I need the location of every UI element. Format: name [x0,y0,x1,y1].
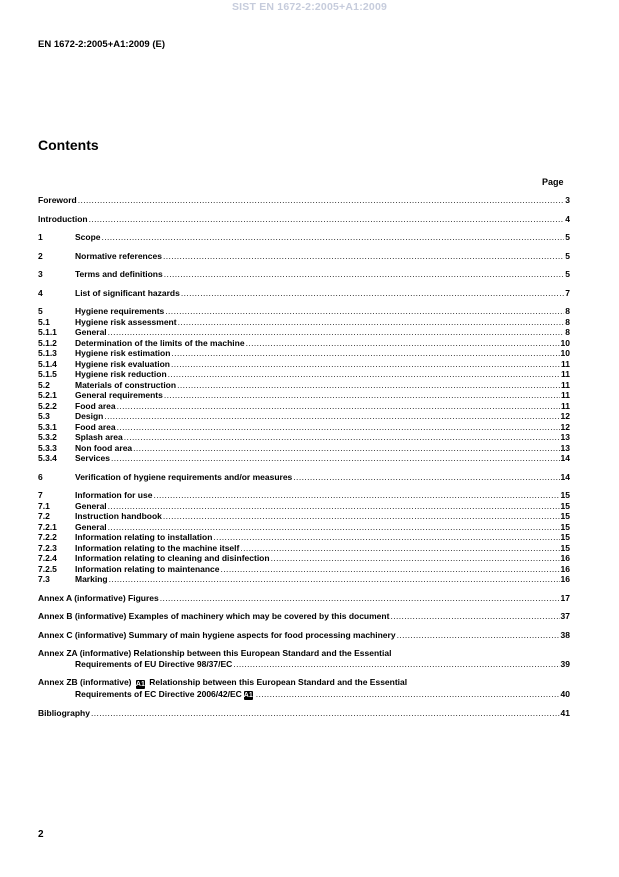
toc-entry-row [38,214,570,225]
toc-entry-title: Information relating to installation [75,532,213,542]
toc-entry-page: 41 [560,707,570,718]
dot-leader [117,401,560,412]
toc-entry-page: 16 [560,574,570,584]
toc-entry-title: Determination of the limits of the machine [75,337,245,348]
toc-entry-page: 5 [565,250,570,261]
toc-entry-title-continued: Requirements of EU Directive 98/37/EC [75,658,233,669]
dot-leader [163,251,564,262]
toc-entry-page: 38 [560,629,570,640]
toc-entry-title: Hygiene risk estimation [75,348,171,358]
dot-leader [164,269,565,280]
dot-leader [181,288,564,299]
toc-entry-number: 7.2 [38,511,50,521]
toc-entry-row [38,306,570,317]
toc-entry-page: 11 [561,400,570,411]
toc-entry-page: 11 [561,379,570,390]
toc-entry-number: 5.3 [38,411,50,421]
toc-entry-row [38,564,570,575]
toc-entry-title: Information relating to the machine itself [75,542,240,553]
toc-entry[interactable] [38,501,570,512]
toc-entry-title: Annex A (informative) Figures [38,592,159,603]
toc-entry-page: 4 [565,213,570,224]
toc-entry-number: 5.1.4 [38,358,57,369]
toc-entry-page: 8 [565,327,570,337]
toc-entry[interactable] [38,453,570,464]
toc-entry-row [38,288,570,299]
dot-leader [78,195,565,206]
dot-leader [108,501,560,512]
toc-entry-title: Materials of construction [75,379,177,390]
dot-leader [102,232,565,243]
toc-entry-title: Instruction handbook [75,511,162,521]
toc-entry-row [38,317,570,328]
toc-entry-page: 5 [565,232,570,242]
page-number: 2 [38,829,44,840]
dot-leader [233,659,559,670]
toc-entry-title: Annex B (informative) Examples of machinery which may be covered by this document [38,611,390,621]
toc-entry[interactable] [38,369,570,380]
toc-entry-title: Introduction [38,213,88,224]
toc-entry-page: 13 [560,432,570,442]
toc-entry[interactable] [38,411,570,422]
toc-entry-page: 39 [560,658,570,669]
toc-entry-title: Hygiene risk reduction [75,369,167,379]
toc-entry[interactable] [38,443,570,454]
dot-leader [133,443,559,454]
toc-entry-page: 15 [560,500,570,511]
toc-entry-row [38,195,570,206]
amendment-end-icon: A1 [243,691,253,699]
toc-entry-page: 11 [561,358,570,369]
toc-entry-number: 7.2.3 [38,542,57,553]
toc-entry-row [38,411,570,422]
dot-leader [390,611,559,622]
toc-entry[interactable] [38,611,570,622]
toc-entry-row [38,593,570,604]
page-column-label: Page [542,177,564,187]
toc-entry[interactable] [38,422,570,433]
toc-entry-page: 15 [560,542,570,553]
toc-entry[interactable] [38,490,570,501]
document-id: EN 1672-2:2005+A1:2009 (E) [38,39,166,50]
dot-leader [178,317,565,328]
toc-entry-title: Food area [75,400,116,411]
toc-entry-page: 14 [560,453,570,463]
toc-entry-title: Terms and definitions [75,269,163,279]
toc-entry[interactable] [38,251,570,262]
toc-entry-page: 15 [560,490,570,500]
dot-leader [293,472,559,483]
toc-entry-row [38,659,570,670]
toc-entry-page: 17 [560,592,570,603]
toc-entry-title: Scope [75,232,101,242]
toc-entry-row [38,401,570,412]
toc-entry-row [38,422,570,433]
toc-entry-title: Non food area [75,442,133,453]
toc-entry[interactable] [38,564,570,575]
toc-entry-title: Annex C (informative) Summary of main hygiene aspects for food processing machinery [38,629,396,640]
dot-leader [104,411,559,422]
toc-entry-title: Verification of hygiene requirements and/or measures [75,471,293,482]
toc-entry-page: 5 [565,269,570,279]
toc-entry-row [38,338,570,349]
toc-entry-number: 7.1 [38,500,50,511]
dot-leader [168,369,560,380]
toc-entry[interactable] [38,232,570,243]
toc-entry-page: 37 [560,611,570,621]
toc-entry[interactable] [38,195,570,206]
toc-entry-row [38,327,570,338]
toc-entry-page: 11 [561,390,570,400]
toc-entry-title: Annex ZB (informative) [38,677,132,687]
dot-leader [256,689,560,700]
amendment-start-icon: A1 [135,681,145,688]
watermark: SIST EN 1672-2:2005+A1:2009 [231,1,388,13]
toc-entry-title: Hygiene requirements [75,306,165,316]
toc-entry-row [38,472,570,483]
toc-entry-title: Information for use [75,490,153,500]
toc-entry-row [38,490,570,501]
dot-leader [177,380,560,391]
toc-entry-row [38,511,570,522]
toc-entry-number: 7.2.4 [38,553,57,563]
dot-leader [171,359,560,370]
toc-entry-title: Food area [75,421,116,432]
toc-entry[interactable] [38,522,570,533]
toc-entry-number: 5.3.4 [38,453,57,463]
toc-entry-number: 5.2 [38,379,50,390]
dot-leader [91,708,560,719]
toc-entry-number: 5.2.1 [38,390,57,400]
toc-entry-page: 15 [560,532,570,542]
toc-entry-row [38,522,570,533]
dot-leader [164,390,560,401]
toc-entry[interactable] [38,708,570,719]
toc-entry-number: 7.2.1 [38,521,57,532]
toc-entry[interactable] [38,359,570,370]
dot-leader [89,214,565,225]
toc-entry-number: 7.2.5 [38,563,57,574]
toc-entry-row [38,432,570,443]
toc-entry[interactable] [38,432,570,443]
table-of-contents [38,195,570,718]
toc-entry-row [38,232,570,243]
toc-entry[interactable] [38,214,570,225]
toc-entry[interactable] [38,472,570,483]
toc-entry-row [38,348,570,359]
dot-leader [111,453,560,464]
toc-entry-title: Marking [75,574,108,584]
dot-leader [124,432,560,443]
toc-entry[interactable] [38,648,570,669]
dot-leader [213,532,559,543]
toc-entry-number: 1 [38,232,43,242]
toc-entry-page: 16 [560,553,570,563]
toc-entry-row [38,611,570,622]
toc-entry-title: Hygiene risk evaluation [75,358,170,369]
toc-entry-row [38,443,570,454]
toc-entry[interactable] [38,543,570,554]
toc-entry-page: 3 [565,195,570,205]
toc-entry-page: 15 [560,511,570,521]
dot-leader [117,422,560,433]
toc-entry-row [38,543,570,554]
toc-entry[interactable] [38,306,570,317]
toc-entry[interactable] [38,511,570,522]
toc-entry-title-continued: Relationship between this European Standard and the Essential [146,677,408,687]
dot-leader [240,543,559,554]
toc-entry-title: General [75,500,107,511]
toc-entry-title-continued: Requirements of EC Directive 2006/42/EC [75,689,242,699]
toc-entry-title: Design [75,411,104,421]
dot-leader [108,327,565,338]
toc-entry-number: 5.1.1 [38,327,57,337]
toc-entry-page: 8 [565,306,570,316]
dot-leader [108,522,560,533]
contents-heading: Contents [38,137,99,153]
toc-entry-row [38,532,570,543]
toc-entry-number: 6 [38,471,43,482]
toc-entry-row [38,553,570,564]
toc-entry-number: 3 [38,269,43,279]
toc-entry-number: 5.3.2 [38,432,57,442]
toc-entry[interactable] [38,574,570,585]
toc-entry[interactable] [38,288,570,299]
toc-entry-title: General [75,327,107,337]
toc-entry-number: 5.1 [38,316,50,327]
toc-entry-title: Hygiene risk assessment [75,316,177,327]
toc-entry-page: 14 [560,471,570,482]
toc-entry-row [38,369,570,380]
toc-entry-row [38,380,570,391]
toc-entry-number: 7 [38,490,43,500]
toc-entry-page: 12 [560,411,570,421]
toc-entry[interactable] [38,317,570,328]
toc-entry-title-line [38,677,570,689]
toc-entry-title: Services [75,453,110,463]
toc-entry-row [38,390,570,401]
toc-entry-row [38,359,570,370]
toc-entry-row [38,501,570,512]
toc-entry-number: 2 [38,250,43,261]
toc-entry-page: 16 [560,563,570,574]
toc-entry-row [38,689,570,700]
toc-entry-page: 11 [561,369,570,379]
toc-entry-row [38,269,570,280]
toc-entry-number: 5.3.1 [38,421,57,432]
dot-leader [397,630,560,641]
toc-entry-title: General requirements [75,390,163,400]
toc-entry-row [38,574,570,585]
toc-entry-title: General [75,521,107,532]
toc-entry-title: Information relating to maintenance [75,563,220,574]
dot-leader [163,511,560,522]
toc-entry[interactable] [38,338,570,349]
dot-leader [246,338,560,349]
dot-leader [160,593,560,604]
toc-entry[interactable] [38,553,570,564]
dot-leader [109,574,560,585]
dot-leader [165,306,564,317]
toc-entry[interactable] [38,380,570,391]
toc-entry[interactable] [38,390,570,401]
dot-leader [153,490,559,501]
toc-entry-title: Foreword [38,195,77,205]
toc-entry-page: 7 [565,287,570,298]
toc-entry-number: 5.2.2 [38,400,57,411]
toc-entry-page: 13 [560,442,570,453]
toc-entry[interactable] [38,327,570,338]
toc-entry-title: Bibliography [38,707,90,718]
toc-entry-page: 40 [560,689,570,699]
toc-entry-row [38,251,570,262]
toc-entry-page: 8 [565,316,570,327]
toc-entry-number: 5 [38,306,43,316]
toc-entry-title: Splash area [75,432,123,442]
toc-entry[interactable] [38,269,570,280]
toc-entry-number: 7.2.2 [38,532,57,542]
toc-entry-page: 10 [560,348,570,358]
toc-entry-row [38,630,570,641]
toc-entry[interactable] [38,677,570,700]
toc-entry-title-line [38,648,570,659]
toc-entry[interactable] [38,630,570,641]
dot-leader [171,348,559,359]
toc-entry-title: List of significant hazards [75,287,180,298]
toc-entry-title: Information relating to cleaning and disinfection [75,553,270,563]
toc-entry[interactable] [38,532,570,543]
toc-entry-page: 12 [560,421,570,432]
toc-entry-title: Normative references [75,250,162,261]
toc-entry-number: 5.1.5 [38,369,57,379]
dot-leader [221,564,560,575]
toc-entry-row [38,708,570,719]
toc-entry-number: 5.3.3 [38,442,57,453]
toc-entry-title: Annex ZA (informative) Relationship between this European Standard and the Essential [38,648,392,658]
toc-entry[interactable] [38,593,570,604]
toc-entry[interactable] [38,401,570,412]
toc-entry-number: 7.3 [38,574,50,584]
toc-entry[interactable] [38,348,570,359]
toc-entry-page: 10 [560,337,570,348]
toc-entry-page: 15 [560,521,570,532]
toc-entry-row [38,453,570,464]
dot-leader [271,553,560,564]
toc-entry-number: 4 [38,287,43,298]
toc-entry-number: 5.1.2 [38,337,57,348]
toc-entry-number: 5.1.3 [38,348,57,358]
